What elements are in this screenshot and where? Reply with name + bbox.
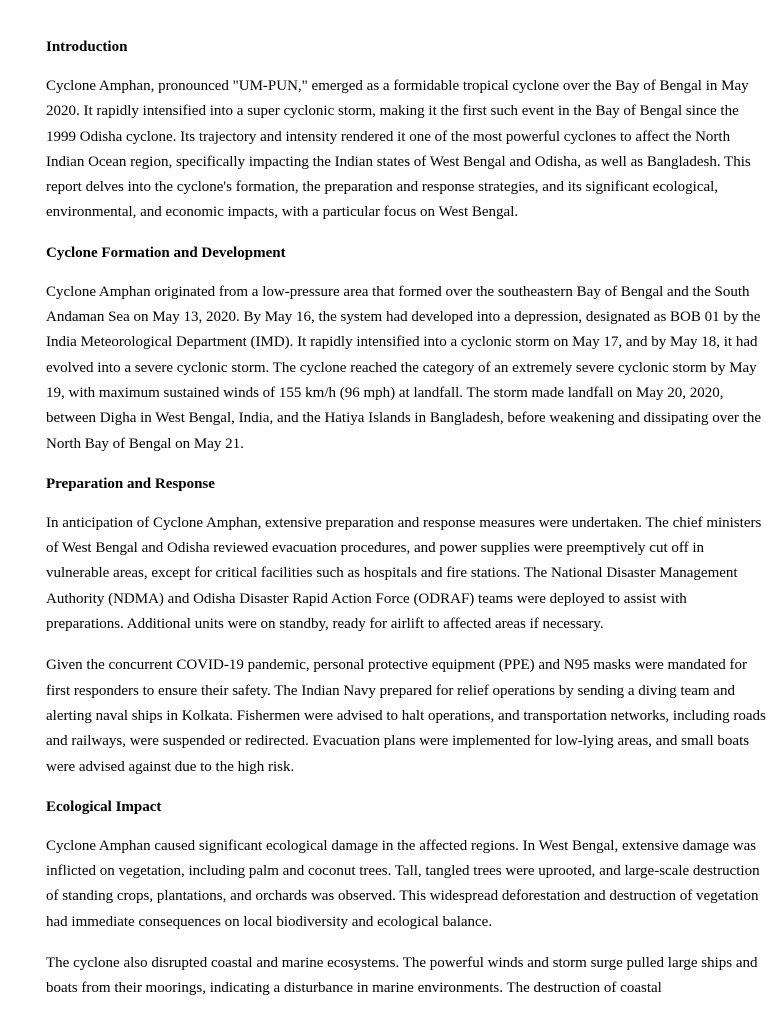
section-heading-ecological-impact: Ecological Impact (46, 798, 162, 815)
paragraph: Cyclone Amphan originated from a low-pressure area that formed over the southeastern Bay of Bengal and the South Andaman Sea on May 13, 2020. By May 16, the system had developed into a depression, designated as BOB 01 by the India Meteorological Department (IMD). It rapidly intensified into a cyclonic storm on May 17, and by May 18, it had evolved into a severe cyclonic storm. The cyclone reached the category of an extremely severe cyclonic storm by May 19, with maximum sustained winds of 155 km/h (96 mph) at landfall. The storm made landfall on May 20, 2020, between Digha in West Bengal, India, and the Hatiya Islands in Bangladesh, before weakening and dissipating over the North Bay of Bengal on May 21. (46, 283, 761, 452)
section-heading-cyclone-formation: Cyclone Formation and Development (46, 244, 286, 261)
paragraph: Given the concurrent COVID-19 pandemic, personal protective equipment (PPE) and N95 masks were mandated for first responders to ensure their safety. The Indian Navy prepared for relief operations by sending a diving team and alerting naval ships in Kolkata. Fishermen were advised to halt operations, and transportation networks, including roads and railways, were suspended or redirected. Evacuation plans were implemented for low-lying areas, and small boats were advised against due to the high risk. (46, 657, 766, 775)
section-heading-preparation-response: Preparation and Response (46, 475, 215, 492)
paragraph: In anticipation of Cyclone Amphan, extensive preparation and response measures were undertaken. The chief ministers of West Bengal and Odisha reviewed evacuation procedures, and power supplies were preemptively cut off in vulnerable areas, except for critical facilities such as hospitals and fire stations. The National Disaster Management Authority (NDMA) and Odisha Disaster Rapid Action Force (ODRAF) teams were deployed to assist with preparations. Additional units were on standby, ready for airlift to affected areas if necessary. (46, 514, 762, 633)
paragraph: Cyclone Amphan caused significant ecological damage in the affected regions. In West Bengal, extensive damage was inflicted on vegetation, including palm and coconut trees. Tall, tangled trees were uprooted, and large-scale destruction of standing crops, plantations, and orchards was observed. This widespread deforestation and destruction of vegetation had immediate consequences on local biodiversity and ecological balance. (46, 837, 760, 930)
paragraph: The cyclone also disrupted coastal and marine ecosystems. The powerful winds and storm surge pulled large ships and boats from their moorings, indicating a disturbance in marine environments. The destruction of coastal (46, 955, 758, 997)
paragraph: Cyclone Amphan, pronounced "UM-PUN," emerged as a formidable tropical cyclone over the Bay of Bengal in May 2020. It rapidly intensified into a super cyclonic storm, making it the first such event in the Bay of Bengal since the 1999 Odisha cyclone. Its trajectory and intensity rendered it one of the most powerful cyclones to affect the North Indian Ocean region, specifically impacting the Indian states of West Bengal and Odisha, as well as Bangladesh. This report delves into the cyclone's formation, the preparation and response strategies, and its significant ecological, environmental, and economic impacts, with a particular focus on West Bengal. (46, 78, 751, 221)
document-page (46, 36, 766, 1018)
section-heading-introduction: Introduction (46, 39, 128, 55)
